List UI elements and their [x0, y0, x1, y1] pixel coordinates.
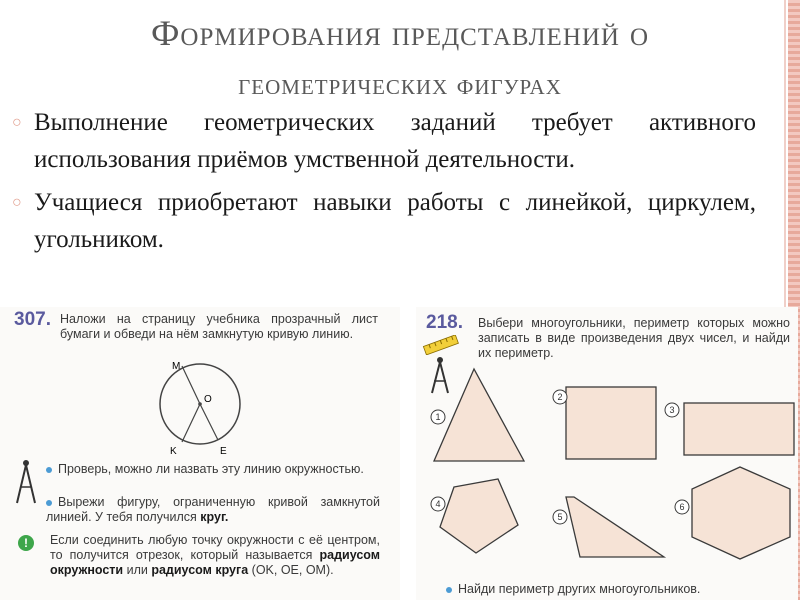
figure-number: 2	[557, 392, 563, 402]
triangle-shape	[434, 369, 524, 461]
figure-number: 5	[557, 512, 563, 522]
task-number: 307.	[14, 309, 51, 330]
task-text: Наложи на страницу учебника прозрачный лист бумаги и обведи на нём замкнутую кривую линию.	[60, 312, 378, 341]
bullet-item	[12, 104, 756, 178]
bullet-text: Выполнение геометрических заданий требует активного использования приёмов умственной деятельности.	[34, 109, 756, 173]
square-shape	[566, 387, 656, 459]
slide-title-line-1: Формирования представлений о	[150, 13, 650, 53]
compass-icon	[12, 457, 40, 507]
circle-diagram	[140, 362, 260, 462]
textbook-image-task-307	[0, 307, 400, 600]
rectangle-shape	[684, 403, 794, 455]
exclamation-icon: !	[18, 535, 34, 551]
note-cut: Вырежи фигуру, ограниченную кривой замкнутой линией. У тебя получился круг.	[46, 495, 380, 524]
task-text: Выбери многоугольники, периметр которых можно записать в виде произведения двух чисел, и найди их периметр.	[478, 316, 790, 360]
label-e: E	[220, 446, 227, 457]
radius-rule: Если соединить любую точку окружности с её центром, то получится отрезок, который называется радиусом окружности или радиусом круга (OK, OE, OM).	[50, 533, 381, 577]
label-o: O	[204, 394, 212, 405]
bullet-item	[12, 184, 756, 258]
ruler-icon	[422, 335, 462, 355]
figure-number: 1	[435, 412, 441, 422]
note-check: Проверь, можно ли назвать эту линию окружностью.	[46, 462, 380, 477]
bullet-text: Учащиеся приобретают навыки работы с линейкой, циркулем, угольником.	[34, 189, 756, 253]
note-bullet-icon	[46, 500, 52, 506]
bullet-marker-icon: ○	[12, 114, 22, 131]
note-bullet-icon	[446, 587, 452, 593]
label-k: K	[170, 446, 177, 457]
label-m: M	[172, 362, 181, 372]
note-bullet-icon	[46, 467, 52, 473]
slide-title-line-2: геометрических фигурах	[238, 68, 562, 101]
right-triangle-shape	[566, 497, 664, 557]
hexagon-shape	[692, 467, 790, 559]
pentagon-shape	[440, 479, 518, 553]
bullet-list	[12, 104, 756, 258]
footer-note: Найди периметр других многоугольников.	[446, 582, 786, 597]
figure-number: 3	[669, 405, 675, 415]
figure-number: 4	[435, 499, 441, 509]
bullet-marker-icon: ○	[12, 194, 22, 211]
polygons-figure	[416, 367, 798, 577]
figure-number: 6	[679, 502, 685, 512]
task-number: 218.	[426, 312, 463, 333]
textbook-image-task-218	[416, 307, 798, 600]
